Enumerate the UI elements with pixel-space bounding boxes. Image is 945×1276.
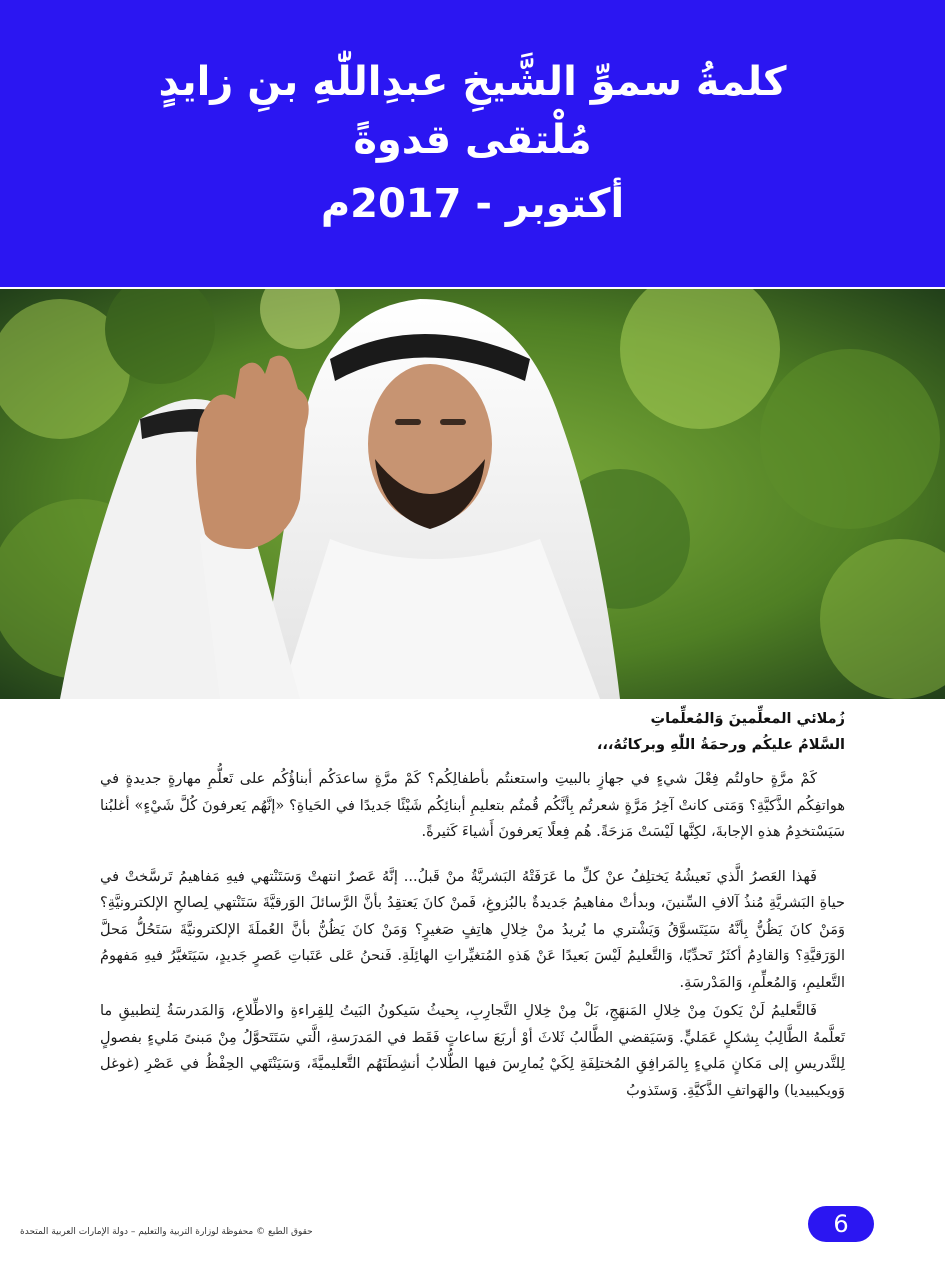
greeting-salutation: السَّلامُ عليكُم ورحمَةُ اللّٰهِ وبركاتُهُ،،، — [596, 737, 845, 753]
title-date: أكتوبر - 2017م — [320, 180, 625, 227]
paragraph-1: كَمْ مرَّةٍ حاولتُم فِعْلَ شيءٍ في جهازٍ بالبيتِ واستعنتُم بأطفالِكُم؟ كَمْ مرَّةٍ ساعدَكُم أبناؤُكُم على تَعلُّمِ مهارةٍ جديدةٍ في هواتفِكُم الذَّكيَّةِ؟ وَمَتى كانتْ آخِرُ مَرَّةٍ شعرتُم بِأنَّكُم قُمتُم بتعليمِ أبنائِكُم شَيْئًا جَديدًا في الحَياةِ؟ «إنَّهُم يَعرفونَ كُلَّ شَيْءٍ» أغلبُنا سَيَسْتخدِمُ هذهِ الإجابةَ، لكِنَّها لَيْسَتْ مَزحَةً. هُم فِعلًا يَعرفونَ أَشياءَ كَثيرةً. — [100, 771, 845, 840]
title-banner — [0, 0, 945, 287]
paragraph-3: فَالتَّعليمُ لَنْ يَكونَ مِنْ خِلالِ المَنهَجِ، بَلْ مِنْ خِلالِ التَّجارِبِ، بِحيثُ سَيكونُ البَيتُ لِلقِراءةِ والاطِّلاعِ، وَالمَدرسَةُ لِتطبيقِ ما تَعلَّمهُ الطَّالِبُ بِشكلٍ عَمَليٍّ. وَسَيَقضي الطَّالبُ ثَلاثَ أوْ أربَعَ ساعاتٍ فَقَط في المَدرَسةِ، الَّتي سَتَتَحوَّلُ مِنْ مَبنىً مَليءٍ بفصولٍ لِلتَّدريسِ إلى مَكانٍ مَليءٍ بِالمَرافِقِ المُختلِفَةِ لِكَيْ يُمارِسَ فيها الطُّلابُ أنشِطَتَهُم التَّعليميَّةَ، وَسَيَنْتَهي الحِفْظُ في عَصْرِ (غوغل وَويكيبيديا) والهَواتفِ الذَّكيَّةِ. وَستَذوبُ — [100, 1003, 845, 1099]
title-line-1: كلمةُ سموِّ الشَّيخِ عبدِاللّٰهِ بنِ زايدٍ — [158, 58, 787, 105]
paragraph-2: فَهذا العَصرُ الَّذي نَعيشُهُ يَختلِفُ عنْ كلِّ ما عَرَفَتْهُ البَشريَّةُ منْ قَبلُ... إنَّهُ عَصرٌ انتهتْ وَسَتَنْتهي فيهِ مَفاهيمُ تَرسَّختْ في حياةِ البَشريَّةِ مُنذُ آلافِ السِّنينَ، وبدأتْ مفاهيمُ جَديدةٌ بالبُزوغِ، فَمنْ كانَ يَعتقِدُ بأنَّ الرَّسائلَ الوَرقيَّةَ سَتَنْتهي لِصالحِ الإلكترونيَّةِ؟ وَمَنْ كانَ يَظُنُّ بِأنَّهُ سَيَتَسوَّقُ وَيَشْتري ما يُريدُ منْ خِلالِ هاتِفٍ صَغيرٍ؟ وَمَنْ كانَ يَظُنُّ بأنَّ العُملَةَ الإلكترونيَّةَ سَتَحُلُّ مَحلَّ الوَرَقيَّةِ؟ وَالقادِمُ أكثَرُ تَحدِّيًا، وَالتَّعليمُ لَيْسَ بَعيدًا عَنْ هَذهِ المُتغيِّراتِ الهائِلَةِ. فَنحنُ عَلى عَتَباتِ عَصرٍ جَديدٍ، سَيَتَغيَّرُ فيهِ مَفهومُ التَّعليمِ، وَالمُعلِّمِ، وَالمَدْرسَةِ. — [100, 868, 845, 991]
copyright-footer: حقوق الطبع © محفوظة لوزارة التربية والتعليم – دولة الإمارات العربية المتحدة — [20, 1227, 313, 1237]
speaker-photo — [0, 289, 945, 699]
greeting-addressee: زُملائي المعلِّمينَ وَالمُعلِّماتِ — [650, 711, 845, 727]
greeting — [40, 706, 845, 758]
speech-body — [100, 766, 845, 1122]
page-number-badge: 6 — [808, 1206, 874, 1242]
title-line-2: مُلْتقى قدوةً — [353, 116, 592, 163]
